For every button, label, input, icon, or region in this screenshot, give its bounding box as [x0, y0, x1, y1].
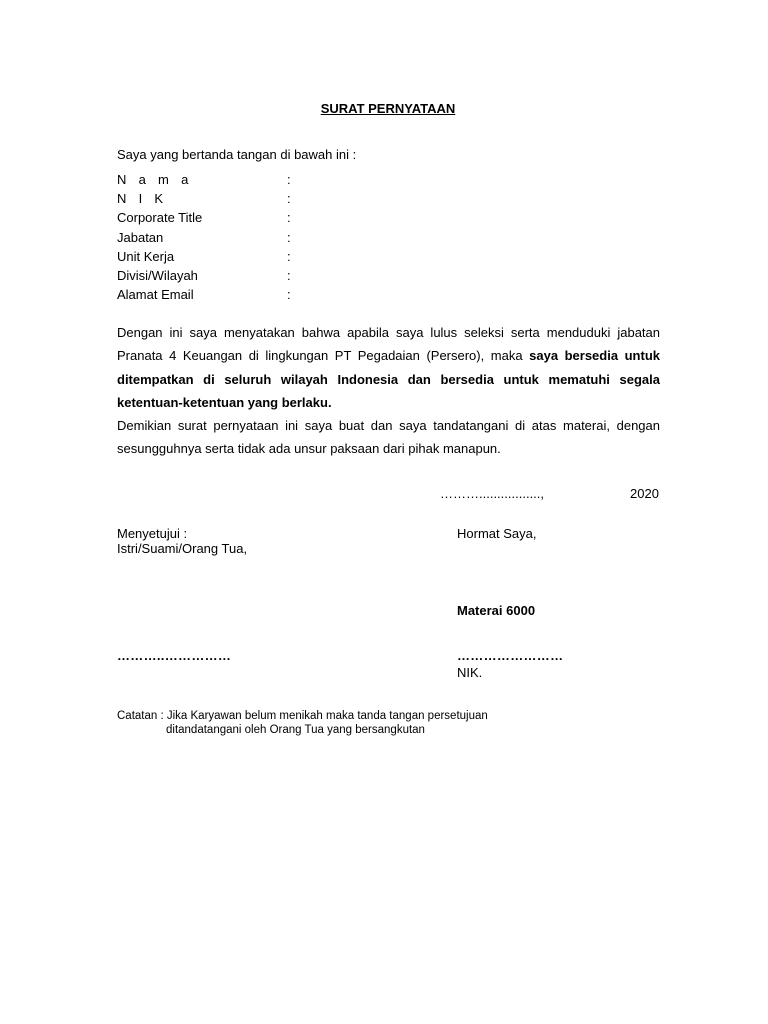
- sender-signature-line: ……………………: [457, 648, 564, 663]
- field-colon: :: [287, 210, 291, 226]
- field-label-divisi-wilayah: Divisi/Wilayah: [117, 267, 198, 283]
- approval-label: Menyetujui :: [117, 526, 188, 541]
- field-colon: :: [287, 229, 291, 245]
- closing-paragraph: Demikian surat pernyataan ini saya buat dan saya tandatangani di atas materai, dengan sesungguhnya serta tidak ada unsur paksaan dari pihak manapun.: [117, 418, 660, 457]
- note-line-2: ditandatangani oleh Orang Tua yang bersangkutan: [166, 724, 425, 736]
- field-colon: :: [287, 248, 291, 264]
- field-colon: :: [287, 267, 291, 283]
- sender-label: Hormat Saya,: [457, 526, 537, 541]
- approval-signature-line: ………..……………: [117, 648, 232, 663]
- sender-nik-label: NIK.: [457, 665, 483, 680]
- field-row-corporate-title: [117, 208, 317, 227]
- field-row-divisi-wilayah: [117, 266, 317, 285]
- note-line-1: Catatan : Jika Karyawan belum menikah maka tanda tangan persetujuan: [117, 710, 488, 722]
- field-row-nama: [117, 170, 317, 189]
- field-row-jabatan: [117, 228, 317, 247]
- field-label-corporate-title: Corporate Title: [117, 210, 203, 226]
- intro-text: Saya yang bertanda tangan di bawah ini :: [117, 147, 357, 162]
- field-row-nik: [117, 189, 317, 208]
- document-title: SURAT PERNYATAAN: [320, 101, 456, 116]
- field-colon: :: [287, 191, 291, 207]
- statement-paragraph: [117, 321, 660, 414]
- field-label-nik: N I K: [117, 191, 168, 207]
- field-label-nama: N a m a: [117, 172, 193, 187]
- date-place-dots: ……….................,: [440, 486, 545, 501]
- field-label-jabatan: Jabatan: [117, 229, 164, 245]
- field-label-alamat-email: Alamat Email: [117, 287, 194, 303]
- field-colon: :: [287, 172, 291, 187]
- identity-fields: [117, 170, 317, 304]
- field-label-unit-kerja: Unit Kerja: [117, 248, 175, 264]
- date-year: 2020: [630, 486, 659, 501]
- statement-text: Dengan ini saya menyatakan bahwa apabila saya lulus seleksi serta menduduki jabatan Pranata 4 Keuangan di lingkungan PT Pegadaian (Persero), maka: [117, 325, 660, 364]
- statement-bold-text: saya bersedia untuk ditempatkan di seluruh wilayah Indonesia dan bersedia untuk mematuhi segala ketentuan-ketentuan yang berlaku.: [117, 348, 660, 410]
- field-colon: :: [287, 287, 291, 303]
- stamp-label: Materai 6000: [457, 603, 536, 618]
- approval-who: Istri/Suami/Orang Tua,: [117, 541, 248, 556]
- field-row-unit-kerja: [117, 247, 317, 266]
- field-row-alamat-email: [117, 285, 317, 304]
